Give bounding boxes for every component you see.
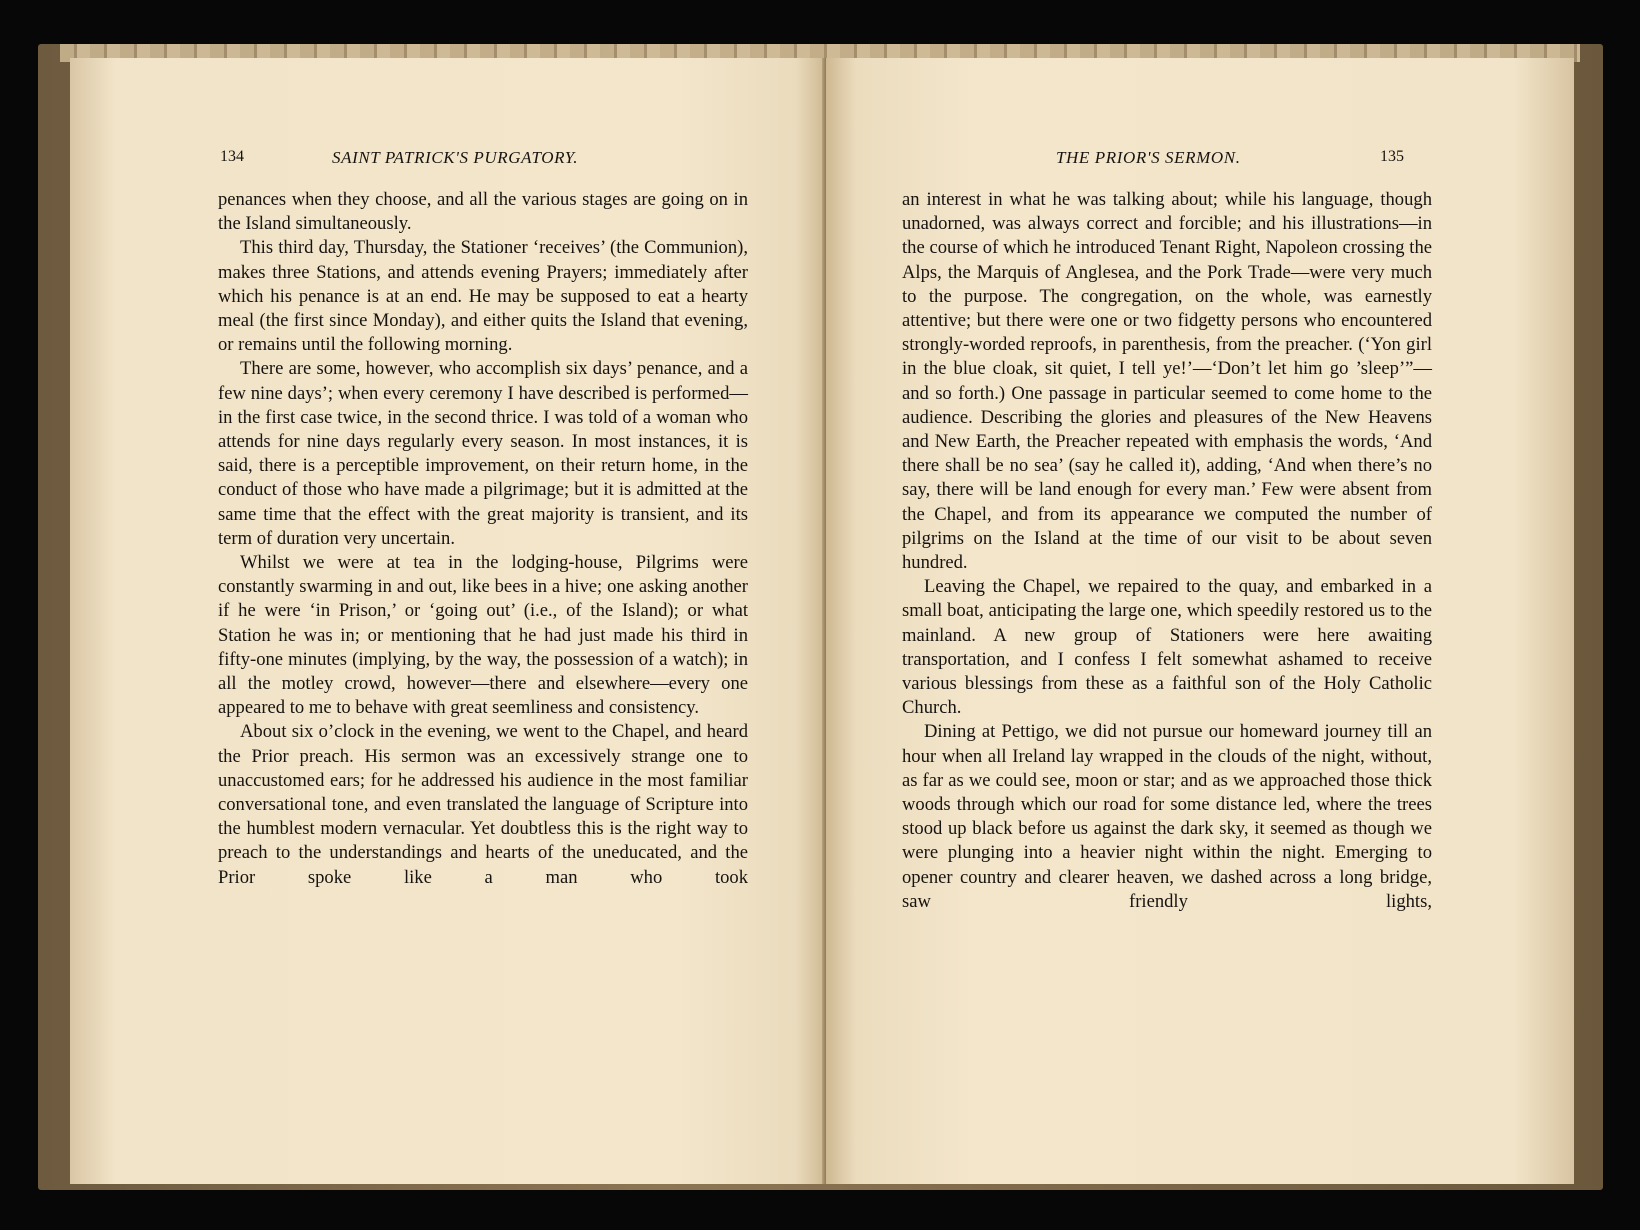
left-page (70, 58, 826, 1184)
paragraph: penances when they choose, and all the various stages are going on in the Island simultaneously. (218, 189, 748, 235)
right-page (826, 58, 1574, 1184)
paragraph: Whilst we were at tea in the lodging-house, Pilgrims were constantly swarming in and out, like bees in a hive; one asking another if he were ‘in Prison,’ or ‘going out’ (i.e., of the Island); or what Station he was in; or mentioning that he had just made his third in fifty-one minutes (implying, by the way, the possession of a watch); in all the motley crowd, however—there and elsewhere—every one appeared to me to behave with great seemliness and consistency. (218, 552, 748, 719)
paragraph: Leaving the Chapel, we repaired to the quay, and embarked in a small boat, anticipating the large one, which speedily restored us to the mainland. A new group of Stationers were here awaiting transportation, and I confess I felt somewhat ashamed to receive various blessings from these as a faithful son of the Holy Catholic Church. (902, 576, 1432, 719)
paragraph: Dining at Pettigo, we did not pursue our homeward journey till an hour when all Ireland lay wrapped in the clouds of the night, without, as far as we could see, moon or star; and as we approached those thick woods through which our road for some distance led, where the trees stood up black before us against the dark sky, it seemed as though we were plunging into a heavier night within the night. Emerging to opener country and clearer heaven, we dashed across a long bridge, saw friendly lights, (902, 721, 1432, 912)
paragraph: There are some, however, who accomplish six days’ penance, and a few nine days’; when every ceremony I have described is performed—in the first case twice, in the second thrice. I was told of a woman who attends for nine days regularly every season. In most instances, it is said, there is a perceptible improvement, on their return home, in the conduct of those who have made a pilgrimage; but it is admitted at the same time that the effect with the great majority is transient, and its term of duration very uncertain. (218, 358, 748, 549)
left-page-number: 134 (220, 148, 244, 165)
right-page-text (902, 188, 1432, 914)
paragraph: About six o’clock in the evening, we went to the Chapel, and heard the Prior preach. His sermon was an excessively strange one to unaccustomed ears; for he addressed his audience in the most familiar conversational tone, and even translated the language of Scripture into the humblest modern vernacular. Yet doubtless this is the right way to preach to the understandings and hearts of the uneducated, and the Prior spoke like a man who took (218, 721, 748, 888)
left-page-text (218, 188, 748, 890)
left-running-head (70, 148, 826, 172)
right-page-number: 135 (1380, 148, 1404, 165)
left-running-title: SAINT PATRICK'S PURGATORY. (332, 148, 579, 167)
right-running-head (826, 148, 1574, 172)
paragraph: an interest in what he was talking about; while his language, though unadorned, was always correct and forcible; and his illustrations—in the course of which he introduced Tenant Right, Napoleon crossing the Alps, the Marquis of Anglesea, and the Pork Trade—were very much to the purpose. The congregation, on the whole, was earnestly attentive; but there were one or two fidgetty persons who encountered strongly-worded reproofs, in parenthesis, from the preacher. (‘Yon girl in the blue cloak, sit quiet, I tell ye!’—‘Don’t let him go ’sleep’”— and so forth.) One passage in particular seemed to come home to the audience. Describing the glories and pleasures of the New Heavens and New Earth, the Preacher repeated with emphasis the words, ‘And there shall be no sea’ (say he called it), adding, ‘And when there’s no say, there will be land enough for every man.’ Few were absent from the Chapel, and from its appearance we computed the number of pilgrims on the Island at the time of our visit to be about seven hundred. (902, 189, 1432, 574)
right-running-title: THE PRIOR'S SERMON. (1056, 148, 1241, 167)
paragraph: This third day, Thursday, the Stationer ‘receives’ (the Communion), makes three Stations, and attends evening Prayers; immediately after which his penance is at an end. He may be supposed to eat a hearty meal (the first since Monday), and either quits the Island that evening, or remains until the following morning. (218, 237, 748, 356)
